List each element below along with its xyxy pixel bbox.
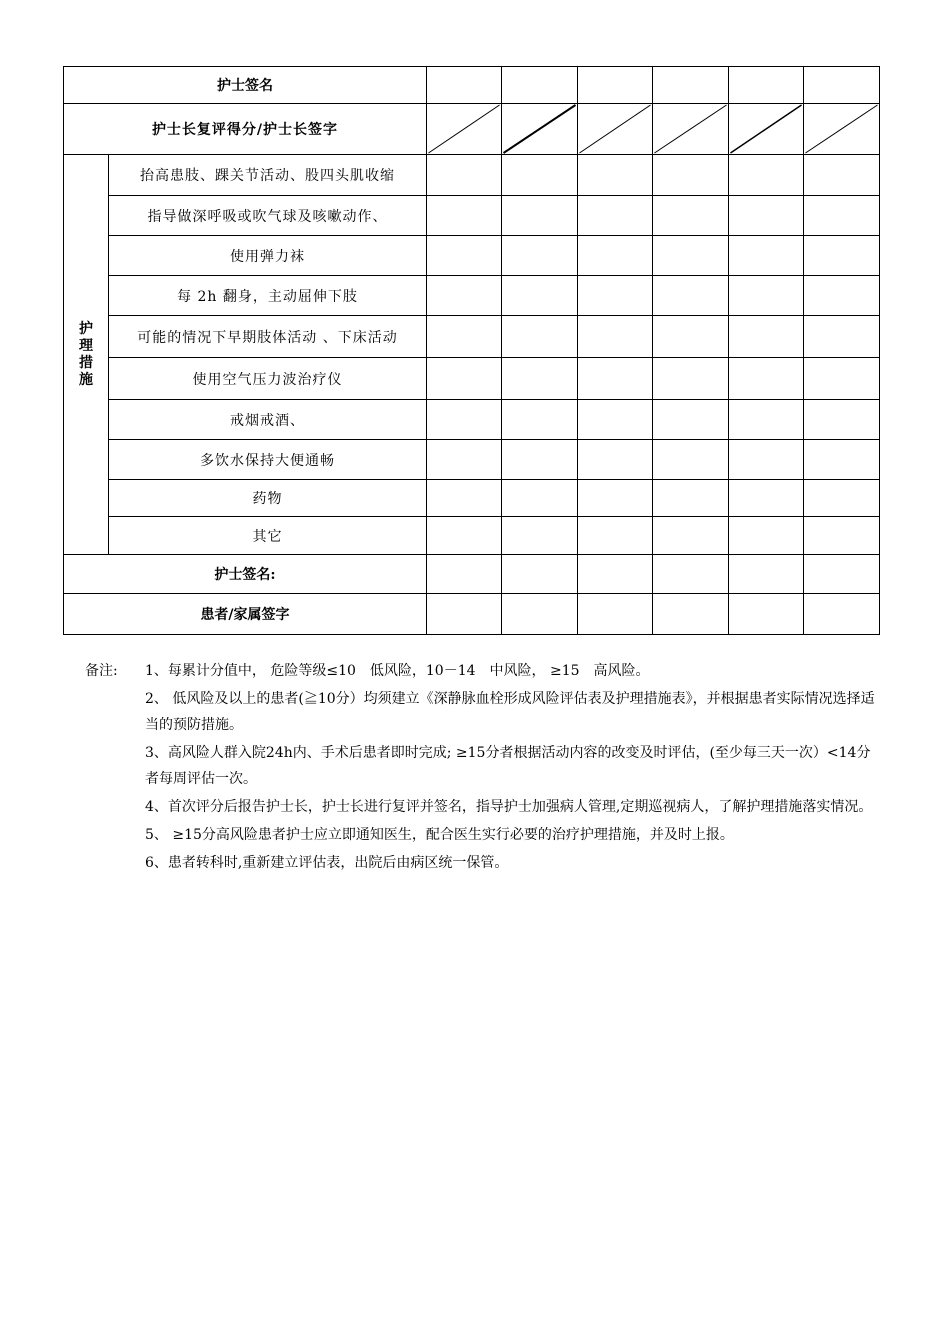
measure-cell[interactable]: [729, 196, 804, 236]
patient-signature-label: 患者/家属签字: [64, 594, 427, 635]
measure-cell[interactable]: [804, 316, 880, 358]
signature-cell[interactable]: [653, 555, 729, 594]
nurse-signature-row: [64, 67, 880, 104]
measure-cell[interactable]: [729, 155, 804, 196]
measure-cell[interactable]: [729, 316, 804, 358]
measure-cell[interactable]: [427, 276, 502, 316]
measure-cell[interactable]: [653, 196, 729, 236]
measure-cell[interactable]: [578, 196, 653, 236]
measure-cell[interactable]: [729, 400, 804, 440]
measure-cell[interactable]: [653, 400, 729, 440]
signature-cell[interactable]: [502, 594, 578, 635]
measure-cell[interactable]: [804, 480, 880, 517]
signature-cell[interactable]: [729, 67, 804, 104]
diagonal-slash-icon: [502, 104, 577, 154]
head-review-cell[interactable]: [427, 104, 502, 155]
signature-cell[interactable]: [804, 555, 880, 594]
signature-cell[interactable]: [502, 555, 578, 594]
measure-label: 使用弹力袜: [109, 236, 427, 276]
measure-cell[interactable]: [653, 236, 729, 276]
measure-cell[interactable]: [804, 517, 880, 555]
diagonal-slash-icon: [804, 104, 879, 154]
measure-cell[interactable]: [427, 400, 502, 440]
measure-cell[interactable]: [653, 155, 729, 196]
measure-cell[interactable]: [729, 440, 804, 480]
measure-cell[interactable]: [578, 480, 653, 517]
measure-cell[interactable]: [502, 480, 578, 517]
remark-item: 2、 低风险及以上的患者(≧10分）均须建立《深静脉血栓形成风险评估表及护理措施表》，并根据患者实际情况选择适当的预防措施。: [145, 691, 875, 733]
measure-cell[interactable]: [578, 517, 653, 555]
head-review-cell[interactable]: [502, 104, 578, 155]
measure-row: [64, 358, 880, 400]
measure-cell[interactable]: [502, 316, 578, 358]
measures-group-label: 护理措施: [64, 155, 109, 555]
measure-label: 其它: [109, 517, 427, 555]
diagonal-slash-icon: [729, 104, 803, 154]
measure-label: 每 2h 翻身，主动屈伸下肢: [109, 276, 427, 316]
measure-cell[interactable]: [729, 236, 804, 276]
measure-cell[interactable]: [578, 236, 653, 276]
remark-item: 5、 ≥15分高风险患者护士应立即通知医生，配合医生实行必要的治疗护理措施，并及时上报。: [145, 827, 734, 843]
measure-cell[interactable]: [578, 400, 653, 440]
measure-cell[interactable]: [804, 276, 880, 316]
measure-label: 指导做深呼吸或吹气球及咳嗽动作、: [109, 196, 427, 236]
diagonal-slash-icon: [427, 104, 501, 154]
measure-row: [64, 236, 880, 276]
signature-cell[interactable]: [578, 594, 653, 635]
remarks-section: [85, 658, 875, 878]
signature-cell[interactable]: [578, 555, 653, 594]
measure-cell[interactable]: [804, 400, 880, 440]
measure-cell[interactable]: [427, 517, 502, 555]
measure-row: [64, 196, 880, 236]
measure-cell[interactable]: [653, 276, 729, 316]
measure-label: 戒烟戒酒、: [109, 400, 427, 440]
measure-cell[interactable]: [502, 155, 578, 196]
measure-label: 使用空气压力波治疗仪: [109, 358, 427, 400]
remarks-list: [145, 658, 875, 876]
remark-item: 1、每累计分值中， 危险等级≤10 低风险，10－14 中风险， ≥15 高风险。: [145, 663, 650, 679]
nurse-signature-label: 护士签名:: [64, 555, 427, 594]
signature-cell[interactable]: [653, 67, 729, 104]
measure-row: [64, 480, 880, 517]
signature-cell[interactable]: [578, 67, 653, 104]
measure-cell[interactable]: [804, 440, 880, 480]
measure-label: 可能的情况下早期肢体活动 、下床活动: [109, 316, 427, 358]
head-review-cell[interactable]: [578, 104, 653, 155]
signature-cell[interactable]: [502, 67, 578, 104]
measure-cell[interactable]: [804, 196, 880, 236]
measure-cell[interactable]: [729, 480, 804, 517]
measure-cell[interactable]: [804, 236, 880, 276]
measure-cell[interactable]: [427, 480, 502, 517]
signature-cell[interactable]: [804, 67, 880, 104]
measure-cell[interactable]: [729, 517, 804, 555]
measure-cell[interactable]: [578, 155, 653, 196]
measure-cell[interactable]: [427, 196, 502, 236]
measure-cell[interactable]: [653, 440, 729, 480]
measure-cell[interactable]: [653, 316, 729, 358]
measure-row: [64, 155, 880, 196]
measure-row: [64, 440, 880, 480]
measure-cell[interactable]: [502, 440, 578, 480]
diagonal-slash-icon: [653, 104, 728, 154]
measure-cell[interactable]: [427, 358, 502, 400]
measure-cell[interactable]: [502, 236, 578, 276]
head-review-cell[interactable]: [804, 104, 880, 155]
signature-cell[interactable]: [427, 555, 502, 594]
signature-cell[interactable]: [804, 594, 880, 635]
measure-cell[interactable]: [502, 276, 578, 316]
measure-cell[interactable]: [502, 196, 578, 236]
measure-cell[interactable]: [804, 155, 880, 196]
measure-cell[interactable]: [502, 400, 578, 440]
nurse-signature-label: 护士签名: [64, 67, 427, 104]
measure-cell[interactable]: [578, 276, 653, 316]
signature-cell[interactable]: [729, 594, 804, 635]
measure-cell[interactable]: [578, 440, 653, 480]
patient-signature-row: [64, 594, 880, 635]
measure-cell[interactable]: [502, 517, 578, 555]
nurse-signature-row: [64, 555, 880, 594]
measure-cell[interactable]: [578, 358, 653, 400]
signature-cell[interactable]: [729, 555, 804, 594]
measure-row: [64, 400, 880, 440]
measure-cell[interactable]: [427, 155, 502, 196]
measure-cell[interactable]: [653, 517, 729, 555]
measure-row: [64, 276, 880, 316]
measure-cell[interactable]: [578, 316, 653, 358]
measure-cell[interactable]: [729, 358, 804, 400]
measure-cell[interactable]: [427, 316, 502, 358]
nursing-measures-table: [63, 66, 880, 635]
head-review-cell[interactable]: [653, 104, 729, 155]
signature-cell[interactable]: [427, 594, 502, 635]
remark-item: 6、患者转科时,重新建立评估表，出院后由病区统一保管。: [145, 855, 509, 871]
measure-cell[interactable]: [653, 480, 729, 517]
measure-cell[interactable]: [427, 236, 502, 276]
signature-cell[interactable]: [653, 594, 729, 635]
remark-item: 4、首次评分后报告护士长，护士长进行复评并签名，指导护士加强病人管理,定期巡视病人，了解护理措施落实情况。: [145, 799, 873, 815]
head-review-row: [64, 104, 880, 155]
measure-cell[interactable]: [502, 358, 578, 400]
measure-cell[interactable]: [653, 358, 729, 400]
diagonal-slash-icon: [578, 104, 652, 154]
head-review-label: 护士长复评得分/护士长签字: [64, 104, 427, 155]
remarks-label: 备注:: [85, 663, 118, 679]
measure-cell[interactable]: [427, 440, 502, 480]
measure-cell[interactable]: [804, 358, 880, 400]
head-review-cell[interactable]: [729, 104, 804, 155]
measure-row: [64, 316, 880, 358]
signature-cell[interactable]: [427, 67, 502, 104]
measure-label: 药物: [109, 480, 427, 517]
measure-label: 多饮水保持大便通畅: [109, 440, 427, 480]
remark-item: 3、高风险人群入院24h内、手术后患者即时完成; ≥15分者根据活动内容的改变及时评估，(至少每三天一次）<14分者每周评估一次。: [145, 745, 871, 787]
measure-cell[interactable]: [729, 276, 804, 316]
measure-label: 抬高患肢、踝关节活动、股四头肌收缩: [109, 155, 427, 196]
measure-row: [64, 517, 880, 555]
